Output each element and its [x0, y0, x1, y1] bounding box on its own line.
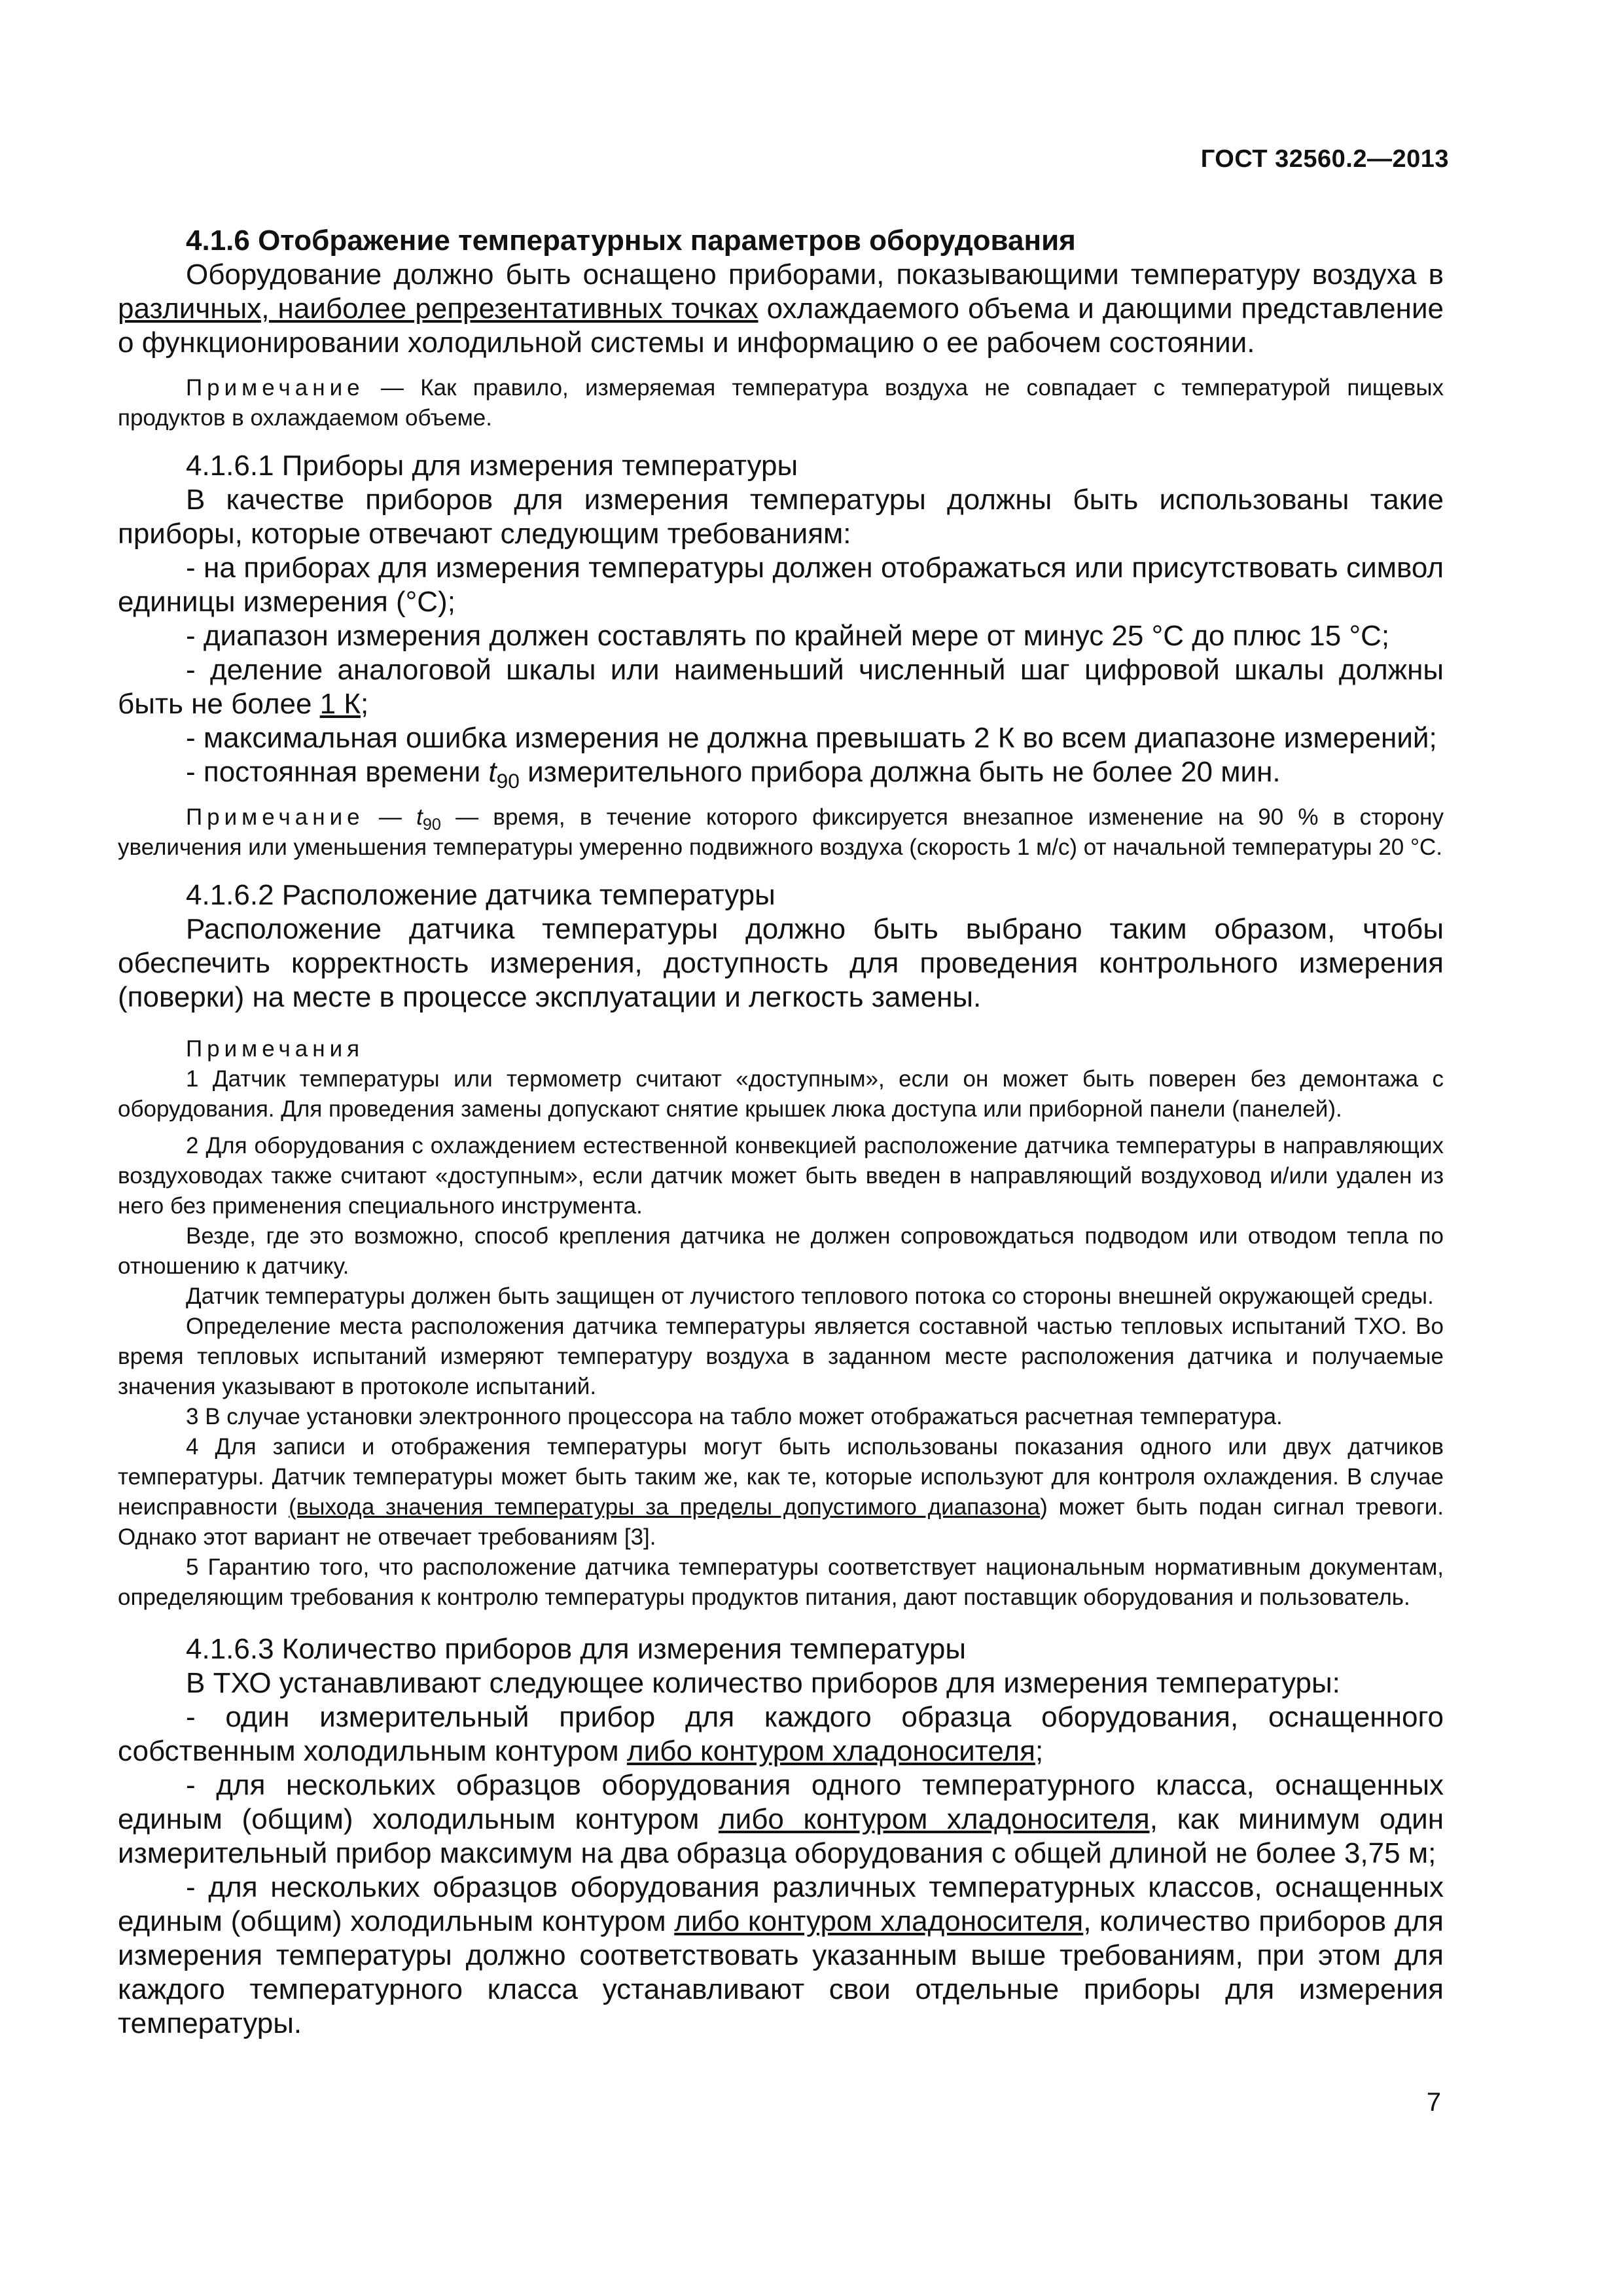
text-run: ; [361, 688, 369, 720]
text-run: как минимум один измерительный прибор максимум на два образца оборудования с общей длиной не более 3,75 м; [118, 1803, 1444, 1869]
text-run: - один измерительный прибор для каждого образца оборудования, оснащенного собственным холодильным контуром [118, 1701, 1444, 1767]
text-run: - постоянная времени [186, 756, 489, 788]
paragraph-intro-4-1-6-1: В качестве приборов для измерения температуры должны быть использованы такие приборы, которые отвечают следующим требованиям: [118, 484, 1444, 550]
page-body [118, 224, 1444, 2041]
notes-label-text: Примечания [186, 1036, 365, 1062]
paragraph-intro-4-1-6-3: В ТХО устанавливают следующее количество приборов для измерения температуры: [186, 1667, 1340, 1699]
underlined-text: 1 К [319, 688, 361, 720]
paragraph-4-1-6-2: Расположение датчика температуры должно быть выбрано таким образом, чтобы обеспечить корректность измерения, доступность для проведения контрольного измерения (поверки) на месте в процессе эксплуатации и легкость замены. [118, 913, 1444, 1013]
notes-label [118, 1034, 1444, 1064]
note-item: Везде, где это возможно, способ крепления датчика не должен сопровождаться подводом или отводом тепла по отношению к датчику. [118, 1223, 1444, 1279]
text-run: охлаждаемого объема и дающими представление о функционировании холодильной системы и информацию о ее рабочем состоянии. [118, 293, 1444, 359]
text-run: - для нескольких образцов оборудования различных температурных классов, оснащенных единым (общим) холодильным контуром [118, 1871, 1444, 1937]
note-4-1-6 [118, 373, 1444, 433]
text-run: - деление аналоговой шкалы или наименьший численный шаг цифровой шкалы должны быть не более [118, 654, 1444, 720]
list-item [118, 1700, 1444, 1768]
note-label: Примечание [186, 375, 365, 401]
section-title-4-1-6-3: 4.1.6.3 Количество приборов для измерения температуры [186, 1633, 967, 1665]
paragraph-4-1-6 [118, 258, 1444, 360]
text-run: измерительного прибора должна быть не более 20 мин. [519, 756, 1281, 788]
note-4-1-6-1 [118, 802, 1444, 863]
underlined-text: либо контуром хладоносителя, [718, 1803, 1158, 1835]
section-title-4-1-6-1: 4.1.6.1 Приборы для измерения температуры [186, 450, 798, 482]
underlined-text: (выхода значения температуры за пределы допустимого диапазона [289, 1494, 1041, 1520]
requirement-item: - максимальная ошибка измерения не должна превышать 2 К во всем диапазоне измерений; [186, 722, 1437, 754]
text-run: , количество приборов для измерения температуры должно соответствовать указанным выше требованиям, при этом для каждого температурного класса устанавливают свои отдельные приборы для измерения температуры. [118, 1905, 1444, 2039]
text-run: ) может быть подан сигнал тревоги. Однако этот вариант не отвечает требованиям [3]. [118, 1494, 1444, 1550]
list-item [118, 1871, 1444, 2041]
text-run: - для нескольких образцов оборудования одного температурного класса, оснащенных единым (общим) холодильным контуром [118, 1769, 1444, 1835]
symbol-subscript: 90 [422, 815, 441, 834]
note-text: — Как правило, измеряемая температура воздуха не совпадает с температурой пищевых продуктов в охлаждаемом объеме. [118, 375, 1444, 431]
document-code: ГОСТ 32560.2—2013 [1200, 145, 1449, 173]
note-item: 1 Датчик температуры или термометр считают «доступным», если он может быть поверен без демонтажа с оборудования. Для проведения замены допускают снятие крышек люка доступа или приборной панели (панелей). [118, 1066, 1444, 1122]
note-item: 5 Гарантию того, что расположение датчика температуры соответствует национальным нормативным документам, определяющим требования к контролю температуры продуктов питания, дают поставщик оборудования и пользователь. [118, 1554, 1444, 1610]
underlined-text: различных, наиболее репрезентативных точках [118, 293, 758, 325]
note-item: Датчик температуры должен быть защищен от лучистого теплового потока со стороны внешней окружающей среды. [186, 1283, 1434, 1309]
symbol-t: t [488, 756, 497, 788]
symbol-t: t [416, 804, 423, 830]
underlined-text: либо контуром хладоносителя [674, 1905, 1084, 1937]
note-text: — время, в течение которого фиксируется внезапное изменение на 90 % в сторону увеличения или уменьшения температуры умеренно подвижного воздуха (скорость 1 м/с) от начальной температуры 20 °С. [118, 804, 1444, 860]
section-title-4-1-6-2: 4.1.6.2 Расположение датчика температуры [186, 879, 776, 911]
page-number: 7 [1426, 2088, 1441, 2117]
note-dash: — [364, 804, 417, 830]
symbol-subscript: 90 [496, 768, 520, 793]
text-run: ; [1035, 1735, 1044, 1767]
section-title-4-1-6: 4.1.6 Отображение температурных параметров оборудования [186, 224, 1076, 257]
underlined-text: либо контуром хладоносителя [626, 1735, 1035, 1767]
requirement-item [118, 653, 1444, 721]
requirement-item: - диапазон измерения должен составлять по крайней мере от минус 25 °С до плюс 15 °С; [186, 620, 1390, 652]
note-label: Примечание [186, 804, 365, 830]
note-item [118, 1432, 1444, 1552]
text-run: 4 Для записи и отображения температуры могут быть использованы показания одного или двух датчиков температуры. Датчик температуры может быть таким же, как те, которые используют для контроля охлаждения. В случае неисправности [118, 1434, 1444, 1520]
note-item: 3 В случае установки электронного процессора на табло может отображаться расчетная температура. [186, 1404, 1283, 1429]
requirement-item: - на приборах для измерения температуры должен отображаться или присутствовать символ единицы измерения (°С); [118, 552, 1444, 618]
note-item: 2 Для оборудования с охлаждением естественной конвекцией расположение датчика температуры в направляющих воздуховодах также считают «доступным», если датчик может быть введен в направляющий воздуховод и/или удален из него без применения специального инструмента. [118, 1133, 1444, 1219]
list-item [118, 1768, 1444, 1871]
requirement-item [118, 755, 1444, 793]
text-run: Оборудование должно быть оснащено приборами, показывающими температуру воздуха в [186, 259, 1444, 291]
note-item: Определение места расположения датчика температуры является составной частью тепловых испытаний ТХО. Во время тепловых испытаний измеряют температуру воздуха в заданном месте расположения датчика и получаемые значения указывают в протоколе испытаний. [118, 1314, 1444, 1399]
